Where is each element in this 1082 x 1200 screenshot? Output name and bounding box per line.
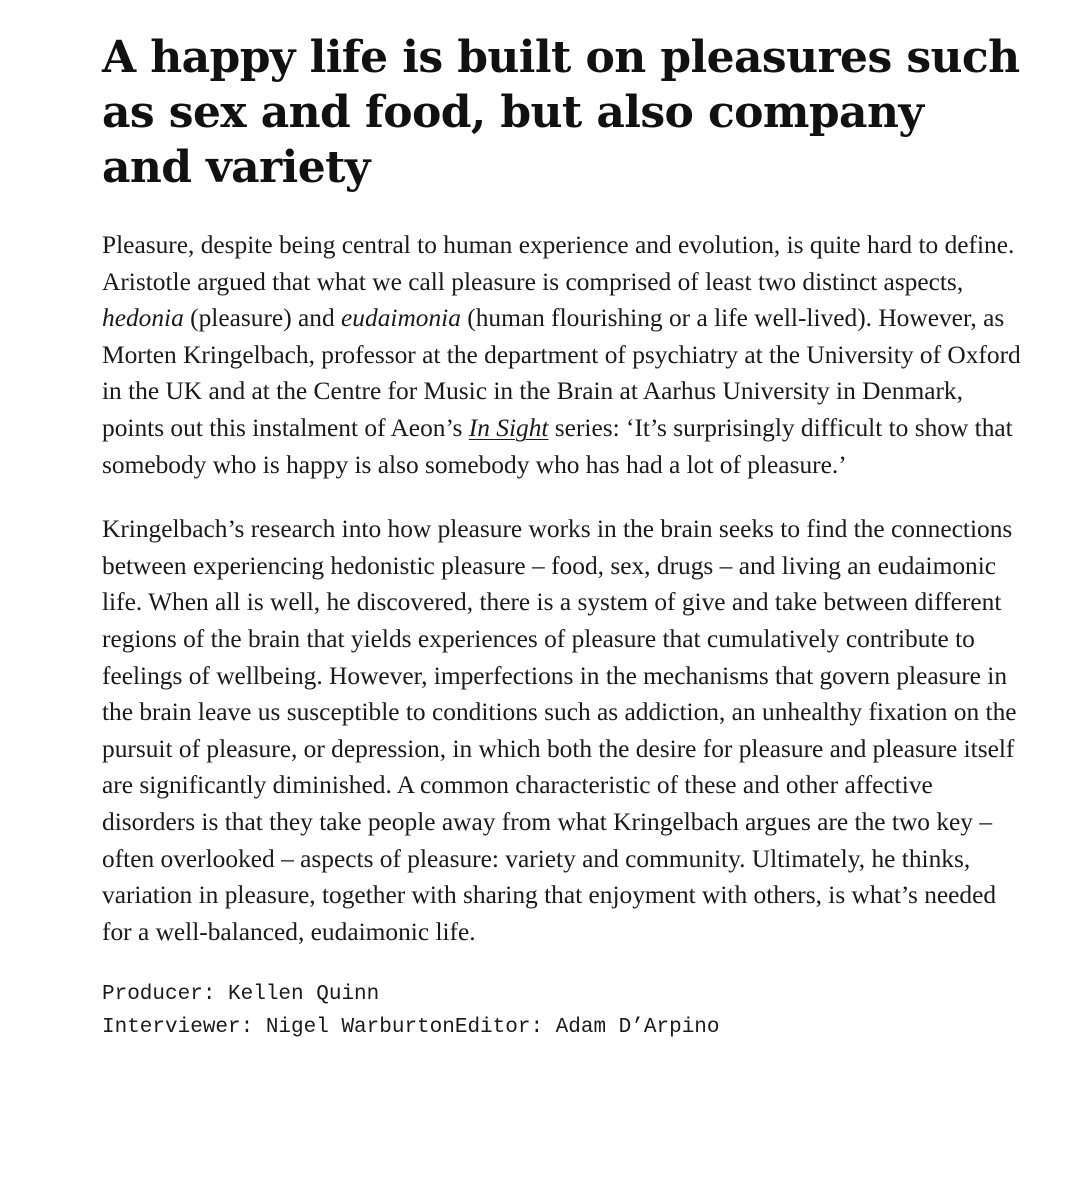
credits [102, 978, 1022, 1044]
paragraph-intro [102, 227, 1022, 483]
interviewer-editor-credit: Interviewer: Nigel WarburtonEditor: Adam D’Arpino [102, 1016, 720, 1040]
in-sight-series-link[interactable]: In Sight [468, 413, 549, 442]
paragraph-intro-text-2: (pleasure) and [183, 304, 342, 333]
producer-credit: Producer: Kellen Quinn [102, 983, 380, 1007]
article [102, 30, 1022, 1044]
paragraph-research: Kringelbach’s research into how pleasure works in the brain seeks to find the connections between experiencing hedonistic pleasure – food, sex, drugs – and living an eudaimonic life. When all is well, he discovered, there is a system of give and take between different regions of the brain that yields experiences of pleasure that cumulatively contribute to feelings of wellbeing. However, imperfections in the mechanisms that govern pleasure in the brain leave us susceptible to conditions such as addiction, an unhealthy fixation on the pursuit of pleasure, or depression, in which both the desire for pleasure and pleasure itself are significantly diminished. A common characteristic of these and other affective disorders is that they take people away from what Kringelbach argues are the two key – often overlooked – aspects of pleasure: variety and community. Ultimately, he thinks, variation in pleasure, together with sharing that enjoyment with others, is what’s needed for a well-balanced, eudaimonic life. [102, 515, 1017, 946]
paragraph-intro-text-1: Pleasure, despite being central to human experience and evolution, is quite hard to define. Aristotle argued that what we call pleasure is comprised of least two distinct aspects, [102, 231, 1015, 296]
paragraph-intro-text-3: (human flourishing or a life well-lived). However, as Morten Kringelbach, professor at the department of psychiatry at the University of Oxford in the UK and at the Centre for Music in the Brain at Aarhus University in Denmark, points out this instalment of Aeon’s [102, 304, 1021, 442]
term-eudaimonia: eudaimonia [341, 304, 461, 333]
article-title: A happy life is built on pleasures such as sex and food, but also company and variety [102, 32, 1020, 193]
paragraph-intro-text-4: series: ‘It’s surprisingly difficult to show that somebody who is happy is also somebody who has had a lot of pleasure.’ [102, 413, 1013, 479]
term-hedonia: hedonia [102, 304, 184, 333]
